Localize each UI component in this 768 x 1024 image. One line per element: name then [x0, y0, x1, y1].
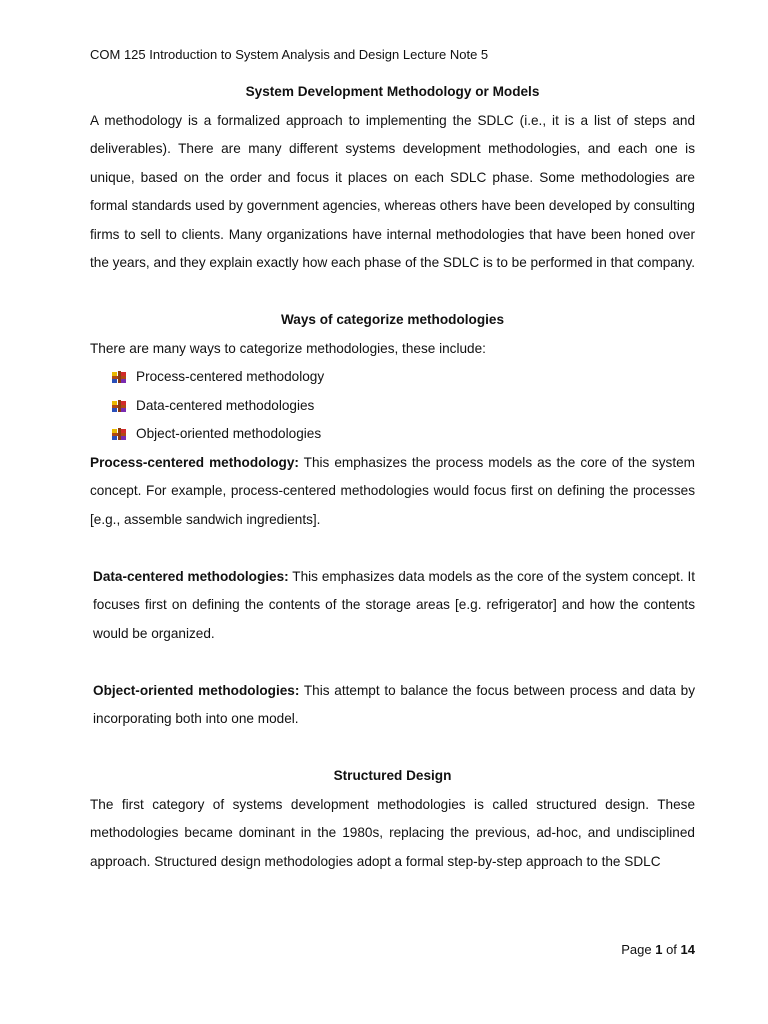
list-item-label: Data-centered methodologies — [136, 397, 315, 413]
section-title-structured-design: Structured Design — [333, 768, 452, 783]
list-item-label: Object-oriented methodologies — [136, 426, 322, 441]
section-title-methodology: System Development Methodology or Models — [245, 84, 540, 99]
process-centered-paragraph — [90, 449, 695, 535]
page-total: 14 — [680, 942, 695, 957]
list-item — [90, 392, 695, 421]
bullet-icon — [112, 427, 126, 441]
object-oriented-paragraph — [90, 677, 695, 734]
data-centered-term: Data-centered methodologies: — [93, 568, 289, 584]
data-centered-text: This emphasizes data models as the core of the system concept. It focuses first on defining the contents of the storage areas [e.g. refrigerator] and how the contents would be organized. — [93, 568, 695, 641]
document-body — [90, 78, 695, 876]
section-title-categorize: Ways of categorize methodologies — [280, 312, 505, 327]
blank-line — [90, 648, 695, 677]
page-number: 1 — [655, 942, 663, 957]
object-oriented-term: Object-oriented methodologies: — [93, 682, 300, 698]
page-header: COM 125 Introduction to System Analysis and Design Lecture Note 5 — [90, 47, 489, 62]
bullet-icon — [112, 399, 126, 413]
process-centered-term: Process-centered methodology: — [90, 454, 299, 470]
page-footer — [621, 941, 695, 959]
blank-line — [90, 534, 695, 563]
of-word: of — [666, 942, 677, 957]
blank-line — [90, 734, 695, 763]
intro-paragraph: A methodology is a formalized approach to implementing the SDLC (i.e., it is a list of steps and deliverables). There are many different systems development methodologies, and each one is unique, based on the order and focus it places on each SDLC phase. Some methodologies are formal standards used by government agencies, whereas others have been developed by consulting firms to sell to clients. Many organizations have internal methodologies that have been honed over the years, and they explain exactly how each phase of the SDLC is to be performed in that company. — [90, 112, 696, 270]
structured-design-paragraph: The first category of systems development methodologies is called structured design. These methodologies became dominant in the 1980s, replacing the previous, ad-hoc, and undisciplined approach. Structured design methodologies adopt a formal step-by-step approach to the SDLC — [90, 796, 695, 869]
methodology-list — [90, 363, 695, 449]
data-centered-paragraph — [90, 563, 695, 649]
object-oriented-text: This attempt to balance the focus between process and data by incorporating both into one model. — [93, 682, 695, 726]
page-word: Page — [621, 942, 652, 957]
list-item — [90, 363, 695, 392]
list-item-label: Process-centered methodology — [136, 369, 325, 384]
list-item — [90, 420, 695, 449]
process-centered-text: This emphasizes the process models as the core of the system concept. For example, process-centered methodologies would focus first on defining the processes [e.g., assemble sandwich ingredients]. — [90, 454, 695, 527]
bullet-icon — [112, 370, 126, 384]
categorize-intro: There are many ways to categorize methodologies, these include: — [90, 340, 486, 356]
blank-line — [90, 278, 695, 307]
